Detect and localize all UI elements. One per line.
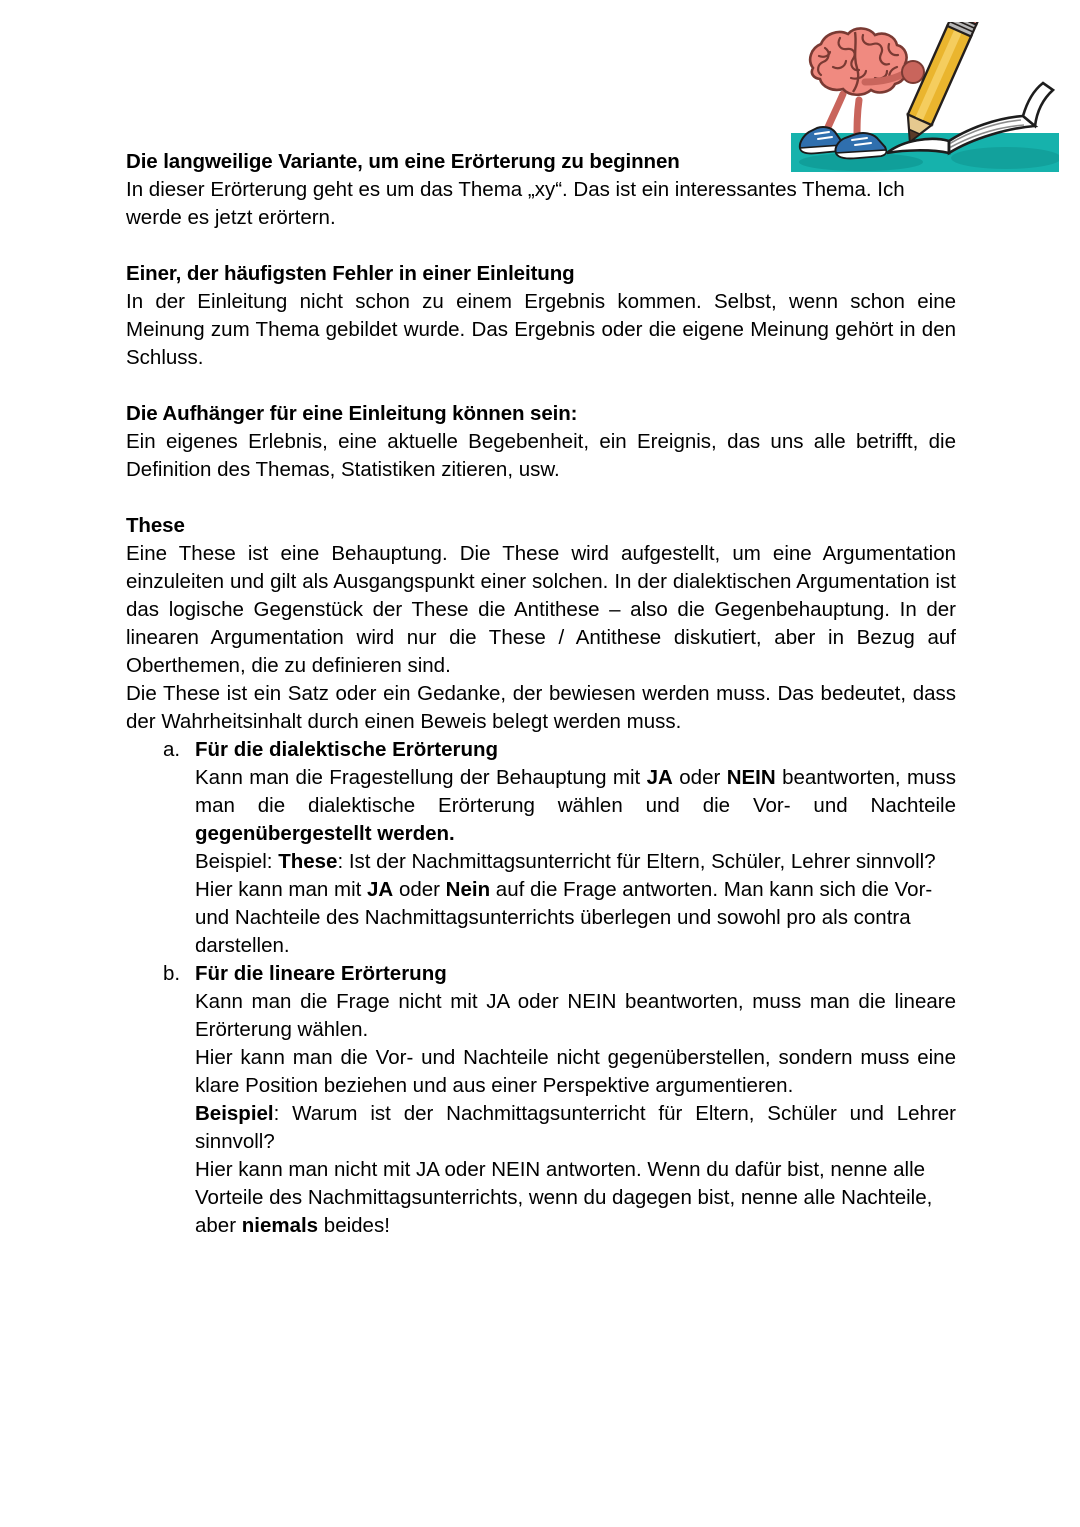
emphasis-text: gegenübergestellt werden. xyxy=(195,822,455,845)
section-common-mistake xyxy=(126,260,956,372)
text-run: beantworten, muss man die dialektische Erörterung wählen und die Vor- und Nachteile xyxy=(195,766,956,817)
list-item-paragraph xyxy=(195,764,956,848)
list-item-paragraph xyxy=(195,988,956,1044)
text-run: auf die Frage antworten. Man kann sich die Vor- und Nachteile des Nachmittagsunterrichts überlegen und sowohl pro als contra darstellen. xyxy=(195,878,933,957)
list-item-title: Für die dialektische Erörterung xyxy=(195,738,499,761)
list-item-paragraph xyxy=(195,1156,956,1240)
emphasis-text: JA xyxy=(646,766,673,789)
text-run: Kann man die Frage nicht mit JA oder NEIN beantworten, muss man die lineare Erörterung wählen. xyxy=(195,990,956,1041)
emphasis-text: JA xyxy=(367,878,394,901)
section-paragraph: In dieser Erörterung geht es um das Thema „xy“. Das ist ein interessantes Thema. Ich werde es jetzt erörtern. xyxy=(126,178,905,229)
document-body xyxy=(126,148,956,1240)
section-hooks xyxy=(126,400,956,484)
text-run: Kann man die Fragestellung der Behauptung mit xyxy=(195,766,647,789)
emphasis-text: These xyxy=(278,850,338,873)
paragraph-spacer xyxy=(126,372,956,400)
lettered-list xyxy=(126,736,956,1240)
emphasis-text: Beispiel xyxy=(195,1102,274,1125)
list-item xyxy=(126,736,956,960)
text-run: Hier kann man mit xyxy=(195,878,368,901)
emphasis-text: niemals xyxy=(241,1214,319,1237)
section-boring-variant xyxy=(126,148,786,176)
text-run: : Ist der Nachmittagsunterricht für Eltern, Schüler, Lehrer sinnvoll? xyxy=(337,850,936,873)
list-item-paragraph xyxy=(195,1044,956,1100)
section-paragraph: In der Einleitung nicht schon zu einem Ergebnis kommen. Selbst, wenn schon eine Meinung zum Thema gebildet wurde. Das Ergebnis oder die eigene Meinung gehört in den Schluss. xyxy=(126,290,956,369)
section-paragraph: Eine These ist eine Behauptung. Die These wird aufgestellt, um eine Argumentation einzuleiten und gilt als Ausgangspunkt einer solchen. In der dialektischen Argumentation ist das logische Gegenstück der These die Antithese – also die Gegenbehauptung. In der linearen Argumentation wird nur die These / Antithese diskutiert, aber in Bezug auf Oberthemen, die zu definieren sind. xyxy=(126,542,956,677)
list-item-paragraph xyxy=(195,1100,956,1156)
text-run: : Warum ist der Nachmittagsunterricht für Eltern, Schüler und Lehrer sinnvoll? xyxy=(195,1102,956,1153)
list-item xyxy=(126,960,956,1240)
paragraph-spacer xyxy=(126,232,956,260)
text-run: beides! xyxy=(318,1214,390,1237)
list-item-paragraph xyxy=(195,876,956,960)
list-item-marker: a. xyxy=(163,738,181,761)
text-run: oder xyxy=(672,766,727,789)
text-run: Beispiel: xyxy=(195,850,279,873)
list-item-title: Für die lineare Erörterung xyxy=(195,962,447,985)
emphasis-text: Nein xyxy=(445,878,491,901)
text-run: Hier kann man nicht mit JA oder NEIN antworten. Wenn du dafür bist, nenne alle Vorteile des Nachmittagsunterrichts, wenn du dagegen bist, nenne alle Nachteile, aber xyxy=(195,1158,933,1237)
text-run: Hier kann man die Vor- und Nachteile nicht gegenüberstellen, sondern muss eine klare Position beziehen und aus einer Perspektive argumentieren. xyxy=(195,1046,956,1097)
section-heading: Die langweilige Variante, um eine Erörterung zu beginnen xyxy=(126,150,680,173)
section-these xyxy=(126,512,956,736)
paragraph-spacer xyxy=(126,484,956,512)
list-item-marker: b. xyxy=(163,962,181,985)
section-paragraph: Ein eigenes Erlebnis, eine aktuelle Begebenheit, ein Ereignis, das uns alle betrifft, die Definition des Themas, Statistiken zitieren, usw. xyxy=(126,430,956,481)
text-run: oder xyxy=(393,878,446,901)
emphasis-text: NEIN xyxy=(726,766,776,789)
section-heading: Die Aufhänger für eine Einleitung können sein: xyxy=(126,402,578,425)
list-item-paragraph xyxy=(195,848,956,876)
section-heading: These xyxy=(126,514,185,537)
section-heading: Einer, der häufigsten Fehler in einer Einleitung xyxy=(126,262,575,285)
section-paragraph: Die These ist ein Satz oder ein Gedanke, der bewiesen werden muss. Das bedeutet, dass der Wahrheitsinhalt durch einen Beweis belegt werden muss. xyxy=(126,682,956,733)
